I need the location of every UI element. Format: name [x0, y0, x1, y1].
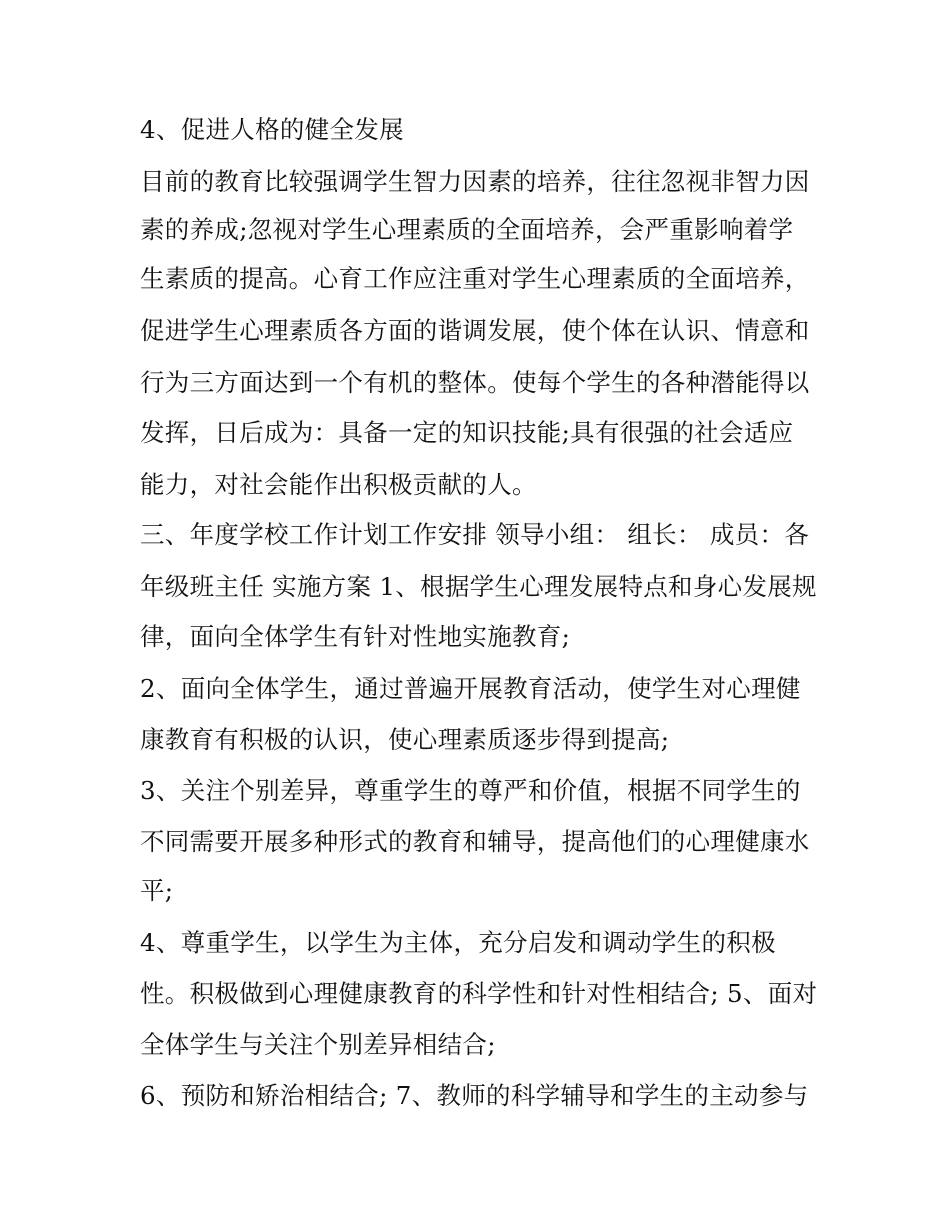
paragraph-line: 性。积极做到心理健康教育的科学性和针对性相结合; 5、面对 — [140, 979, 818, 1008]
paragraph-line: 能力，对社会能作出积极贡献的人。 — [140, 470, 537, 499]
paragraph-line: 不同需要开展多种形式的教育和辅导，提高他们的心理健康水 — [140, 827, 810, 856]
section-heading-4: 4、促进人格的健全发展 — [140, 115, 404, 144]
paragraph-line: 素的养成;忽视对学生心理素质的全面培养，会严重影响着学 — [140, 215, 794, 244]
paragraph-line: 发挥，日后成为：具备一定的知识技能;具有很强的社会适应 — [140, 418, 794, 447]
paragraph-line: 促进学生心理素质各方面的谐调发展，使个体在认识、情意和 — [140, 316, 810, 345]
paragraph-line: 全体学生与关注个别差异相结合; — [140, 1030, 496, 1059]
list-item-line: 2、面向全体学生，通过普遍开展教育活动，使学生对心理健 — [140, 674, 801, 703]
paragraph-line: 年级班主任 实施方案 1、根据学生心理发展特点和身心发展规 — [140, 572, 817, 601]
paragraph-line: 康教育有积极的认识，使心理素质逐步得到提高; — [140, 725, 670, 754]
paragraph-line: 生素质的提高。心育工作应注重对学生心理素质的全面培养， — [140, 264, 810, 293]
list-item-line: 4、尊重学生，以学生为主体，充分启发和调动学生的积极 — [140, 928, 776, 957]
paragraph-line: 行为三方面达到一个有机的整体。使每个学生的各种潜能得以 — [140, 368, 810, 397]
paragraph-line: 目前的教育比较强调学生智力因素的培养，往往忽视非智力因 — [140, 167, 810, 196]
list-item-line: 3、关注个别差异，尊重学生的尊严和价值，根据不同学生的 — [140, 776, 801, 805]
paragraph-line: 律，面向全体学生有针对性地实施教育; — [140, 622, 571, 651]
paragraph-line: 平; — [140, 876, 174, 905]
list-item-line: 6、预防和矫治相结合; 7、教师的科学辅导和学生的主动参与 — [140, 1081, 809, 1110]
section-heading-3: 三、年度学校工作计划工作安排 领导小组： 组长： 成员：各 — [140, 520, 810, 549]
